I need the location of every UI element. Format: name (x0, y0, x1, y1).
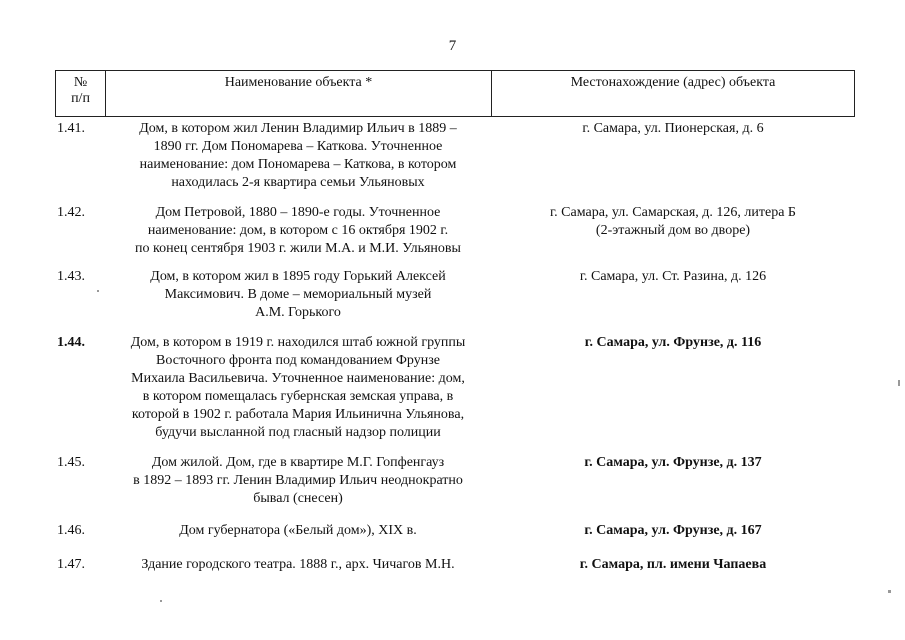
object-name-line: по конец сентября 1903 г. жили М.А. и М.И. Ульяновы (135, 241, 461, 256)
object-name-line: А.М. Горького (255, 305, 341, 320)
header-number-line: п/п (71, 91, 90, 106)
table-row (55, 556, 855, 574)
page-number: 7 (448, 38, 457, 54)
object-name-line: которой в 1902 г. работала Мария Ильинична Ульянова, (131, 407, 465, 422)
object-name-line: Дом, в котором жил в 1895 году Горький Алексей (150, 269, 446, 284)
object-name-line: бывал (снесен) (253, 491, 343, 506)
object-name-line: Восточного фронта под командованием Фрунзе (156, 353, 440, 368)
object-name-line: Здание городского театра. 1888 г., арх. Чичагов М.Н. (141, 557, 455, 572)
object-address-line: г. Самара, ул. Фрунзе, д. 116 (584, 335, 762, 350)
object-address-line: (2-этажный дом во дворе) (595, 223, 751, 238)
row-object-name (105, 120, 491, 192)
object-name-line: будучи высланной под гласный надзор полиции (155, 425, 441, 440)
object-address-line: г. Самара, ул. Пионерская, д. 6 (582, 121, 764, 136)
scan-speck (888, 590, 891, 593)
object-address-line: г. Самара, ул. Ст. Разина, д. 126 (579, 269, 767, 284)
object-name-line: Дом жилой. Дом, где в квартире М.Г. Гопфенгауз (151, 455, 445, 470)
row-object-name (105, 204, 491, 258)
object-address-line: г. Самара, ул. Фрунзе, д. 137 (584, 455, 762, 470)
row-object-address (491, 556, 855, 574)
row-object-address (491, 204, 855, 258)
object-name-line: находилась 2-я квартира семьи Ульяновых (171, 175, 425, 190)
object-name-line: Дом губернатора («Белый дом»), XIX в. (179, 523, 417, 538)
table-row (55, 334, 855, 442)
object-name-line: Максимович. В доме – мемориальный музей (164, 287, 432, 302)
header-object-name: Наименование объекта * (106, 71, 492, 116)
header-number (56, 71, 106, 116)
scan-speck (160, 600, 162, 602)
scan-speck (97, 290, 99, 292)
object-name-line: Дом, в котором в 1919 г. находился штаб южной группы (130, 335, 466, 350)
object-name-line: Дом Петровой, 1880 – 1890-е годы. Уточненное (155, 205, 441, 220)
object-name-line: Михаила Васильевича. Уточненное наименование: дом, (131, 371, 465, 386)
object-name-line: наименование: дом, в котором с 16 октября 1902 г. (147, 223, 449, 238)
table-row (55, 204, 855, 258)
header-number-line: № (73, 75, 88, 90)
row-object-address (491, 454, 855, 508)
row-object-address (491, 522, 855, 540)
table-row (55, 454, 855, 508)
row-object-address (491, 268, 855, 322)
table-row (55, 120, 855, 192)
row-number: 1.46. (57, 523, 85, 538)
row-object-name (105, 454, 491, 508)
object-name-line: наименование: дом Пономарева – Каткова, в котором (139, 157, 457, 172)
object-name-line: в котором помещалась губернская земская управа, в (142, 389, 454, 404)
row-object-name (105, 334, 491, 442)
object-address-line: г. Самара, ул. Самарская, д. 126, литера Б (550, 205, 796, 220)
row-object-name (105, 268, 491, 322)
table-row (55, 522, 855, 540)
row-number: 1.41. (57, 121, 85, 136)
table-header (55, 70, 855, 117)
object-name-line: Дом, в котором жил Ленин Владимир Ильич в 1889 – (139, 121, 457, 136)
row-object-name (105, 556, 491, 574)
row-object-name (105, 522, 491, 540)
object-name-line: 1890 гг. Дом Пономарева – Каткова. Уточненное (153, 139, 443, 154)
row-number: 1.47. (57, 557, 85, 572)
table-row (55, 268, 855, 322)
row-number: 1.42. (57, 205, 85, 220)
object-address-line: г. Самара, пл. имени Чапаева (579, 557, 767, 572)
row-object-address (491, 334, 855, 442)
row-number: 1.44. (57, 335, 85, 350)
object-address-line: г. Самара, ул. Фрунзе, д. 167 (584, 523, 762, 538)
row-number: 1.43. (57, 269, 85, 284)
header-object-address: Местонахождение (адрес) объекта (570, 75, 776, 90)
object-name-line: в 1892 – 1893 гг. Ленин Владимир Ильич неоднократно (133, 473, 463, 488)
scan-speck (898, 380, 900, 386)
row-number: 1.45. (57, 455, 85, 470)
objects-table (55, 70, 855, 572)
row-object-address (491, 120, 855, 192)
